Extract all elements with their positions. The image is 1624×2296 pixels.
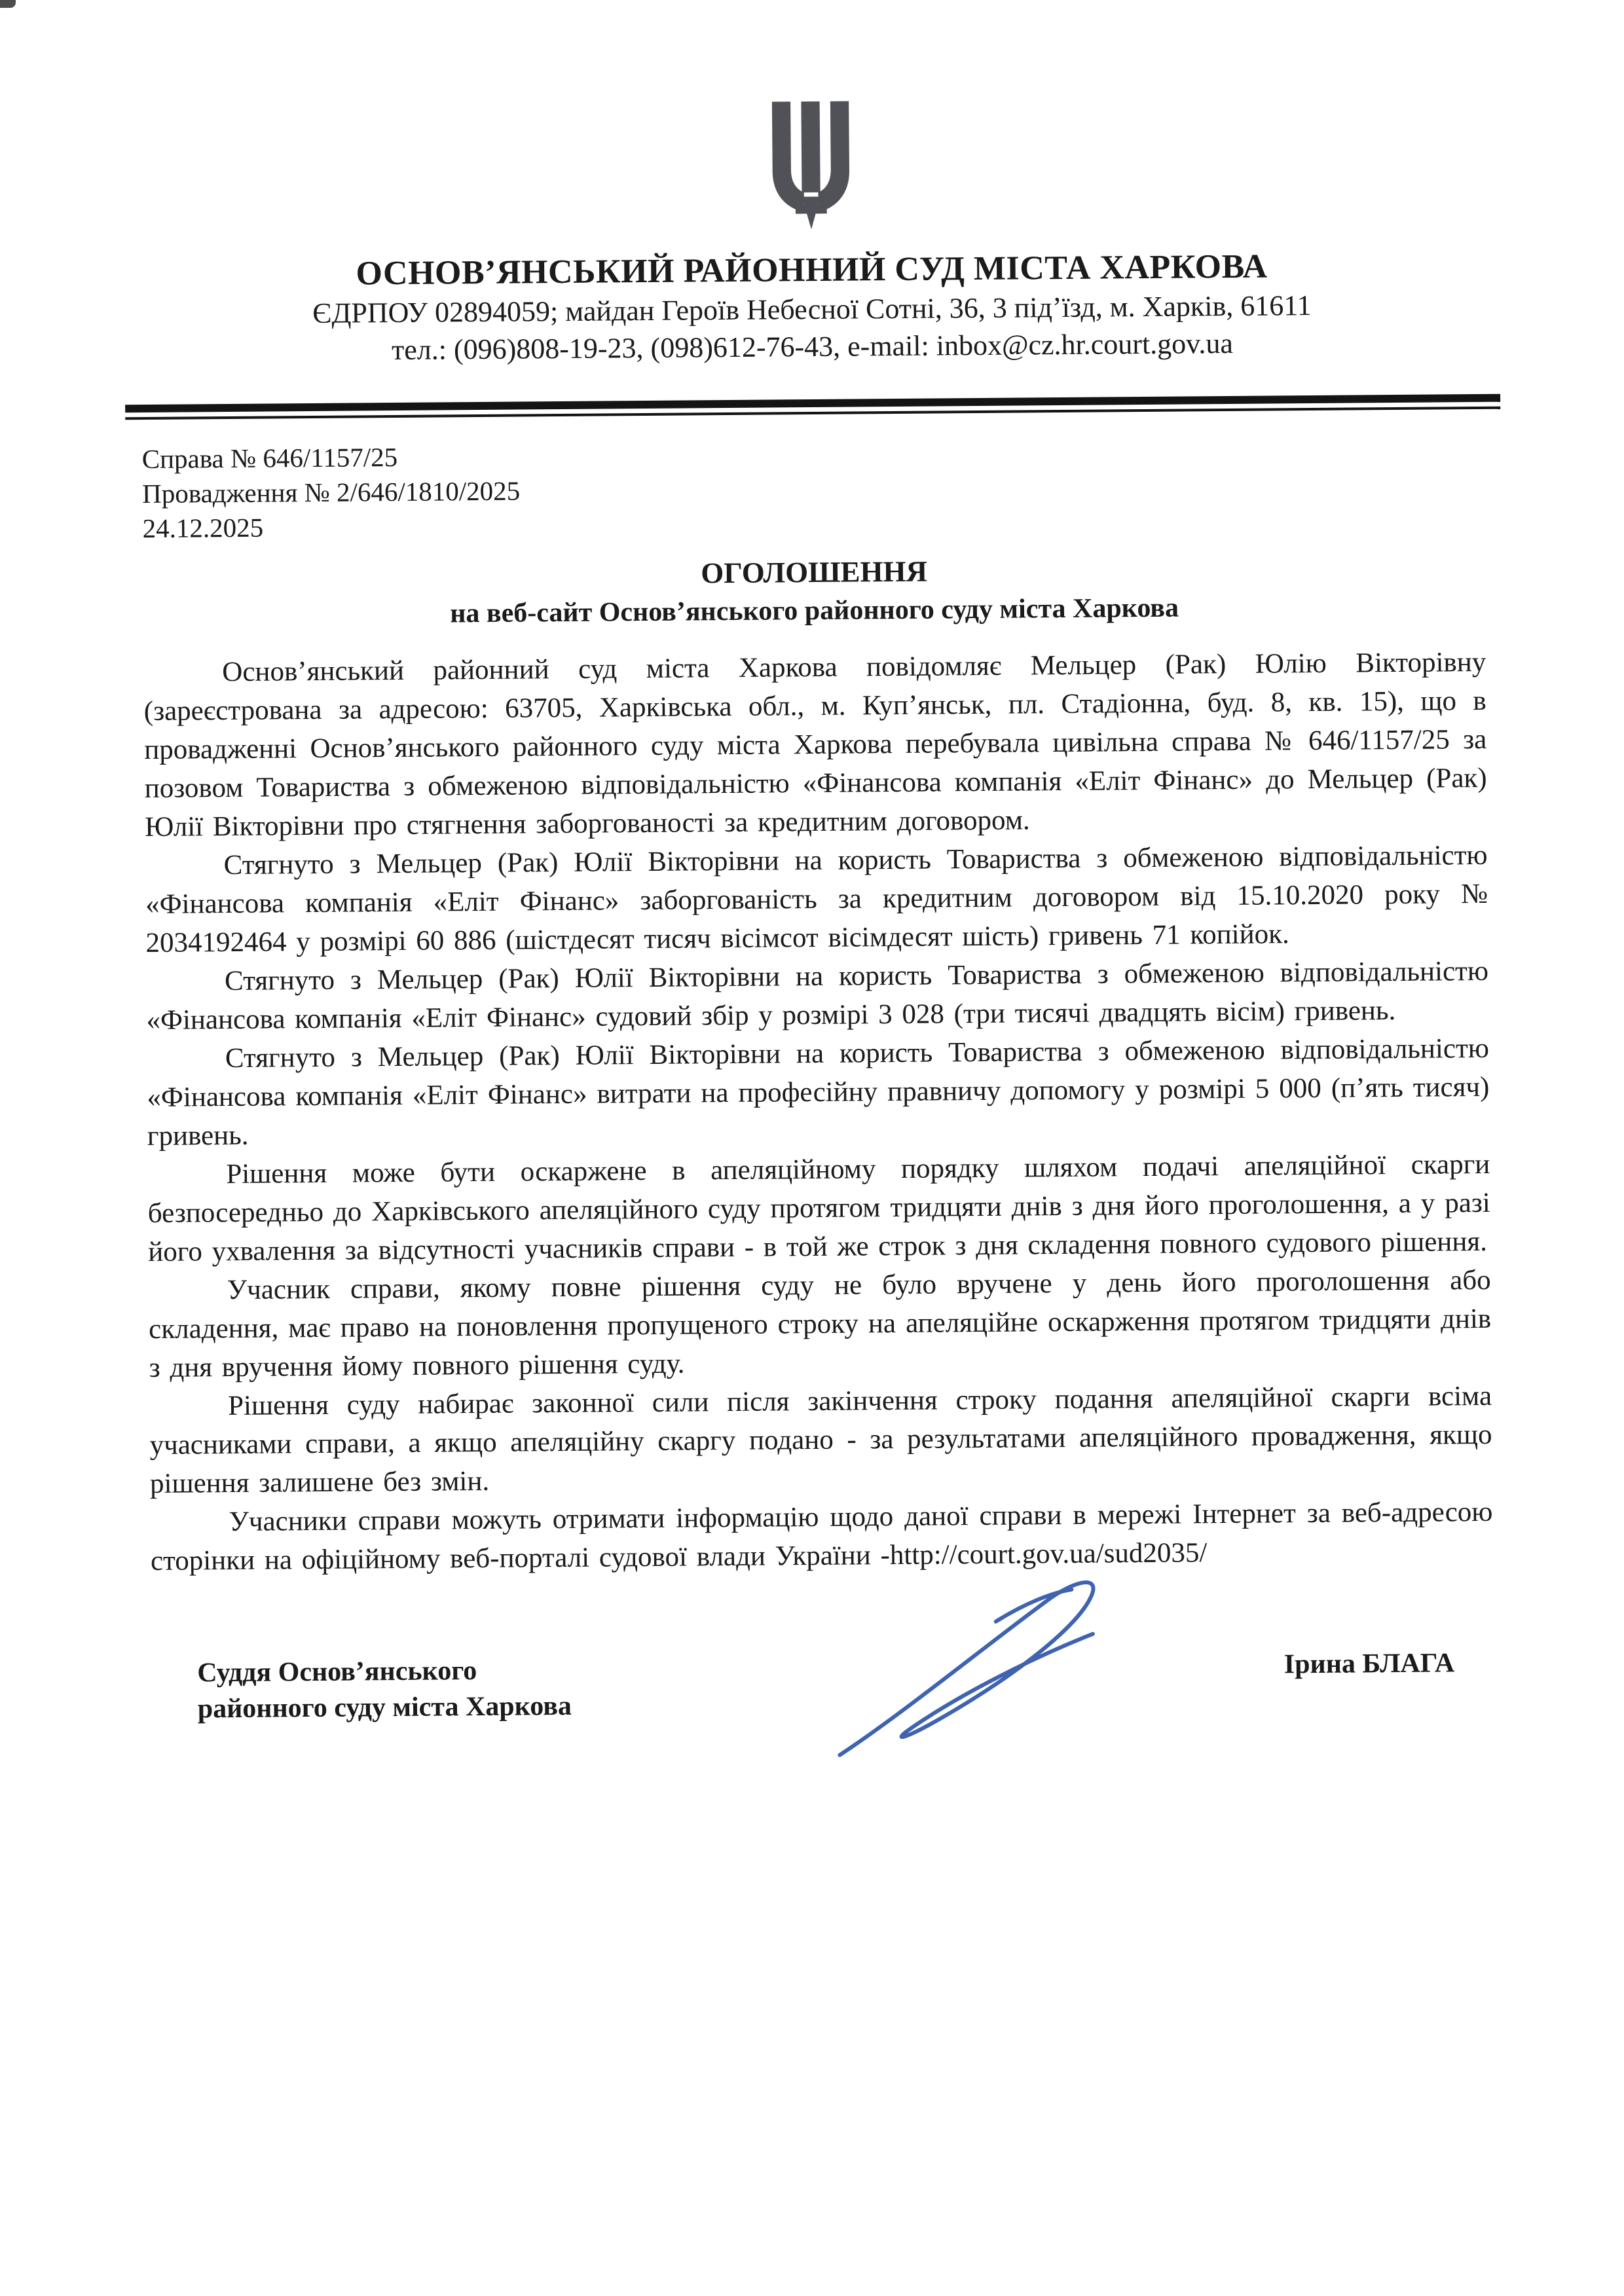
document-body — [143, 643, 1493, 1580]
body-paragraph: Рішення може бути оскаржене в апеляційному порядку шляхом подачі апеляційної скарги безпосередньо до Харківського апеляційного суду протягом тридцяти днів з дня його проголошення, а у разі його ухвалення за відсутності учасників справи - в той же строк з дня складення повного судового рішення. — [147, 1148, 1490, 1268]
body-paragraph: Основ’янський районний суд міста Харкова повідомляє Мельцер (Рак) Юлію Вікторівну (зареєстрована за адресою: 63705, Харківська обл., м. Куп’янськ, пл. Стадіонна, буд. 8, кв. 15), що в провадженні Основ’янського районного суду міста Харкова перебувала цивільна справа № 646/1157/25 за позовом Товариства з обмеженою відповідальністю «Фінансова компанія «Еліт Фінанс» до Мельцер (Рак) Юлії Вікторівни про стягнення заборгованості за кредитним договором. — [143, 646, 1487, 843]
announcement-title: ОГОЛОШЕННЯ — [701, 555, 928, 590]
court-name-heading: ОСНОВ’ЯНСЬКИЙ РАЙОННИЙ СУД МІСТА ХАРКОВА — [356, 247, 1268, 293]
judge-title-line: районного суду міста Харкова — [197, 1690, 572, 1724]
case-number: Справа № 646/1157/25 — [141, 441, 398, 475]
court-contacts-line: тел.: (096)808-19-23, (098)612-76-43, e-mail: inbox@cz.hr.court.gov.ua — [391, 327, 1234, 367]
proceeding-number: Провадження № 2/646/1810/2025 — [141, 475, 521, 509]
body-paragraph: Стягнуто з Мельцер (Рак) Юлії Вікторівни на користь Товариства з обмеженою відповідальністю «Фінансова компанія «Еліт Фінанс» судовий збір у розмірі 3 028 (три тисячі двадцять вісім) гривень. — [146, 955, 1489, 1036]
announcement-subtitle: на веб-сайт Основ’янського районного суду міста Харкова — [450, 592, 1179, 629]
judge-name: Ірина БЛАГА — [1283, 1648, 1455, 1680]
body-paragraph: Рішення суду набирає законної сили після закінчення строку подання апеляційної скарги всіма учасниками справи, а якщо апеляційну скаргу подано - за результатами апеляційного провадження, якщо рішення залишене без змін. — [149, 1380, 1492, 1499]
signature-block — [151, 1645, 1494, 1728]
court-address-line: ЄДРПОУ 02894059; майдан Героїв Небесної Сотні, 36, 3 під’їзд, м. Харків, 61611 — [312, 289, 1312, 329]
document-date: 24.12.2025 — [142, 512, 264, 544]
body-paragraph: Стягнуто з Мельцер (Рак) Юлії Вікторівни на користь Товариства з обмеженою відповідальністю «Фінансова компанія «Еліт Фінанс» витрати на професійну правничу допомогу у розмірі 5 000 (п’ять тисяч) гривень. — [147, 1032, 1490, 1152]
judge-title-line: Суддя Основ’янського — [197, 1656, 477, 1688]
body-paragraph: Учасник справи, якому повне рішення суду не було вручене у день його проголошення або складення, має право на поновлення пропущеного строку на апеляційне оскарження протягом тридцяти днів з дня вручення йому повного рішення суду. — [149, 1264, 1492, 1383]
body-paragraph: Учасники справи можуть отримати інформацію щодо даної справи в мережі Інтернет за веб-адресою сторінки на офіційному веб-порталі судової влади України -http://court.gov.ua/sud2035/ — [150, 1496, 1493, 1576]
letterhead-divider — [125, 394, 1500, 420]
judge-handwritten-signature — [799, 1556, 1141, 1775]
judge-title — [197, 1652, 572, 1727]
case-info-block — [142, 431, 1485, 546]
body-paragraph: Стягнуто з Мельцер (Рак) Юлії Вікторівни на користь Товариства з обмеженою відповідальністю «Фінансова компанія «Еліт Фінанс» заборгованість за кредитним договором від 15.10.2020 року № 2034192464 у розмірі 60 886 (шістдесят тисяч вісімсот вісімдесят шість) гривень 71 копійок. — [145, 839, 1488, 959]
ukraine-trident-emblem-icon — [760, 96, 861, 240]
